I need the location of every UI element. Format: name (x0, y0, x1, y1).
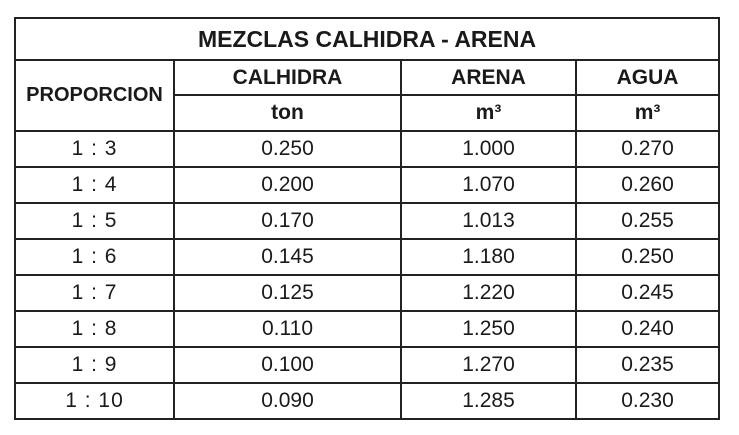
cell-arena: 1.270 (401, 347, 576, 383)
mix-table (14, 17, 720, 420)
table-row (15, 131, 719, 167)
table-row (15, 311, 719, 347)
table-title: MEZCLAS CALHIDRA - ARENA (15, 18, 719, 60)
cell-proporcion: 1 : 10 (15, 383, 174, 419)
header-proporcion: PROPORCION (15, 60, 174, 131)
title-row (15, 18, 719, 60)
cell-calhidra: 0.090 (174, 383, 401, 419)
cell-calhidra: 0.250 (174, 131, 401, 167)
cell-agua: 0.250 (576, 239, 719, 275)
cell-calhidra: 0.200 (174, 167, 401, 203)
cell-calhidra: 0.170 (174, 203, 401, 239)
cell-calhidra: 0.145 (174, 239, 401, 275)
cell-agua: 0.230 (576, 383, 719, 419)
header-row (15, 60, 719, 95)
cell-proporcion: 1 : 8 (15, 311, 174, 347)
table-row (15, 203, 719, 239)
cell-agua: 0.245 (576, 275, 719, 311)
table-row (15, 347, 719, 383)
cell-arena: 1.070 (401, 167, 576, 203)
cell-agua: 0.255 (576, 203, 719, 239)
cell-arena: 1.180 (401, 239, 576, 275)
unit-calhidra: ton (174, 95, 401, 131)
unit-arena: m³ (401, 95, 576, 131)
cell-agua: 0.235 (576, 347, 719, 383)
table-row (15, 383, 719, 419)
cell-agua: 0.260 (576, 167, 719, 203)
table-row (15, 239, 719, 275)
header-agua: AGUA (576, 60, 719, 95)
cell-proporcion: 1 : 9 (15, 347, 174, 383)
cell-proporcion: 1 : 7 (15, 275, 174, 311)
table-row (15, 275, 719, 311)
cell-arena: 1.013 (401, 203, 576, 239)
cell-calhidra: 0.110 (174, 311, 401, 347)
cell-proporcion: 1 : 6 (15, 239, 174, 275)
table-row (15, 167, 719, 203)
cell-arena: 1.220 (401, 275, 576, 311)
cell-proporcion: 1 : 5 (15, 203, 174, 239)
cell-calhidra: 0.125 (174, 275, 401, 311)
cell-arena: 1.000 (401, 131, 576, 167)
cell-arena: 1.285 (401, 383, 576, 419)
cell-agua: 0.270 (576, 131, 719, 167)
header-calhidra: CALHIDRA (174, 60, 401, 95)
cell-agua: 0.240 (576, 311, 719, 347)
header-arena: ARENA (401, 60, 576, 95)
cell-proporcion: 1 : 3 (15, 131, 174, 167)
unit-agua: m³ (576, 95, 719, 131)
cell-proporcion: 1 : 4 (15, 167, 174, 203)
cell-arena: 1.250 (401, 311, 576, 347)
cell-calhidra: 0.100 (174, 347, 401, 383)
